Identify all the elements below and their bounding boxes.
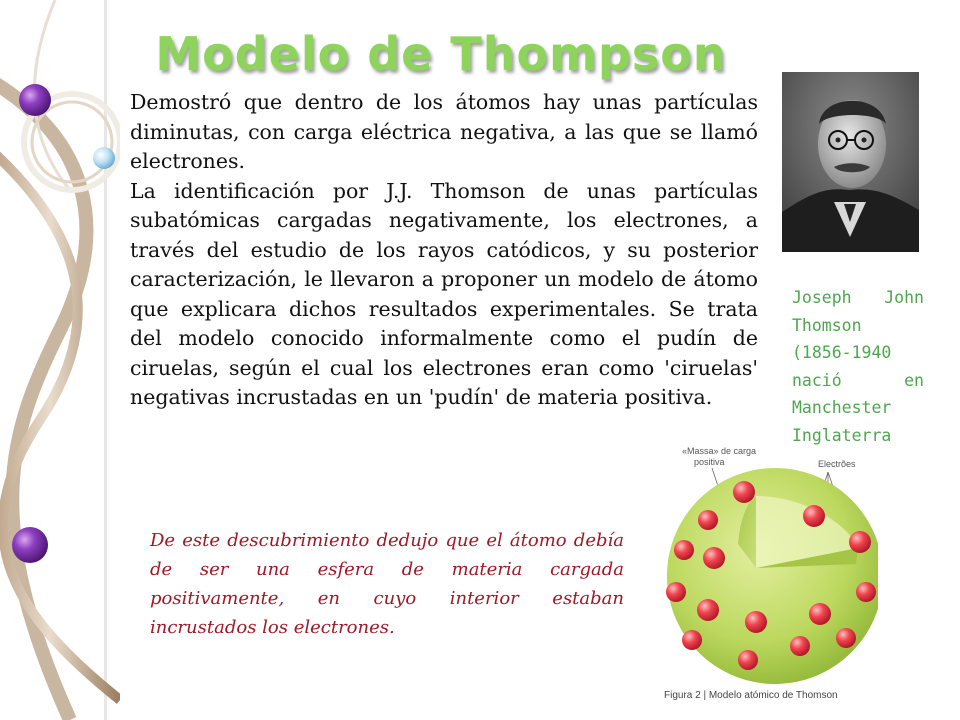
electron (674, 540, 694, 560)
slide-title: Modelo de Thompson (155, 27, 727, 81)
mass-label: «Massa» de carga (682, 446, 757, 456)
electron (790, 636, 810, 656)
electron (738, 650, 758, 670)
mass-label-2: positiva (694, 457, 725, 467)
electron (856, 582, 876, 602)
paragraph-electrons: Demostró que dentro de los átomos hay unas partículas diminutas, con carga eléctrica negativa, a las que se llamó electrones. (130, 90, 758, 173)
main-text-block (130, 88, 758, 413)
electron (697, 599, 719, 621)
electron (809, 603, 831, 625)
portrait-caption: Joseph John Thomson (1856-1940 nació en Manchester Inglaterra (792, 288, 924, 445)
electron (703, 547, 725, 569)
electron (836, 628, 856, 648)
thomson-atom-figure (652, 440, 878, 706)
thomson-portrait-image (782, 72, 919, 252)
purple-bead-icon (12, 527, 48, 563)
figure-caption: Figura 2 | Modelo atómico de Thomson (664, 690, 838, 701)
conclusion-text: De este descubrimiento dedujo que el átomo debía de ser una esfera de materia cargada positivamente, en cuyo interior estaban incrustados los electrones. (150, 530, 624, 638)
electron (849, 531, 871, 553)
electron (803, 505, 825, 527)
purple-bead-icon (19, 84, 51, 116)
decorative-ribbon-strip (0, 0, 120, 720)
electron (682, 630, 702, 650)
paragraph-model: La identificación por J.J. Thomson de unas partículas subatómicas cargadas negativamente, los electrones, a través del estudio de los rayos catódicos, y su posterior caracterización, le llevaron a proponer un modelo de átomo que explicara dichos resultados experimentales. Se trata del modelo conocido informalmente como el pudín de ciruelas, según el cual los electrones eran como 'ciruelas' negativas incrustadas en un 'pudín' de materia positiva. (130, 178, 758, 409)
electron (698, 510, 718, 530)
electrons-label: Electrões (818, 459, 856, 469)
blue-bead-icon (93, 147, 115, 169)
electron (745, 611, 767, 633)
electron (733, 481, 755, 503)
electron (666, 582, 686, 602)
